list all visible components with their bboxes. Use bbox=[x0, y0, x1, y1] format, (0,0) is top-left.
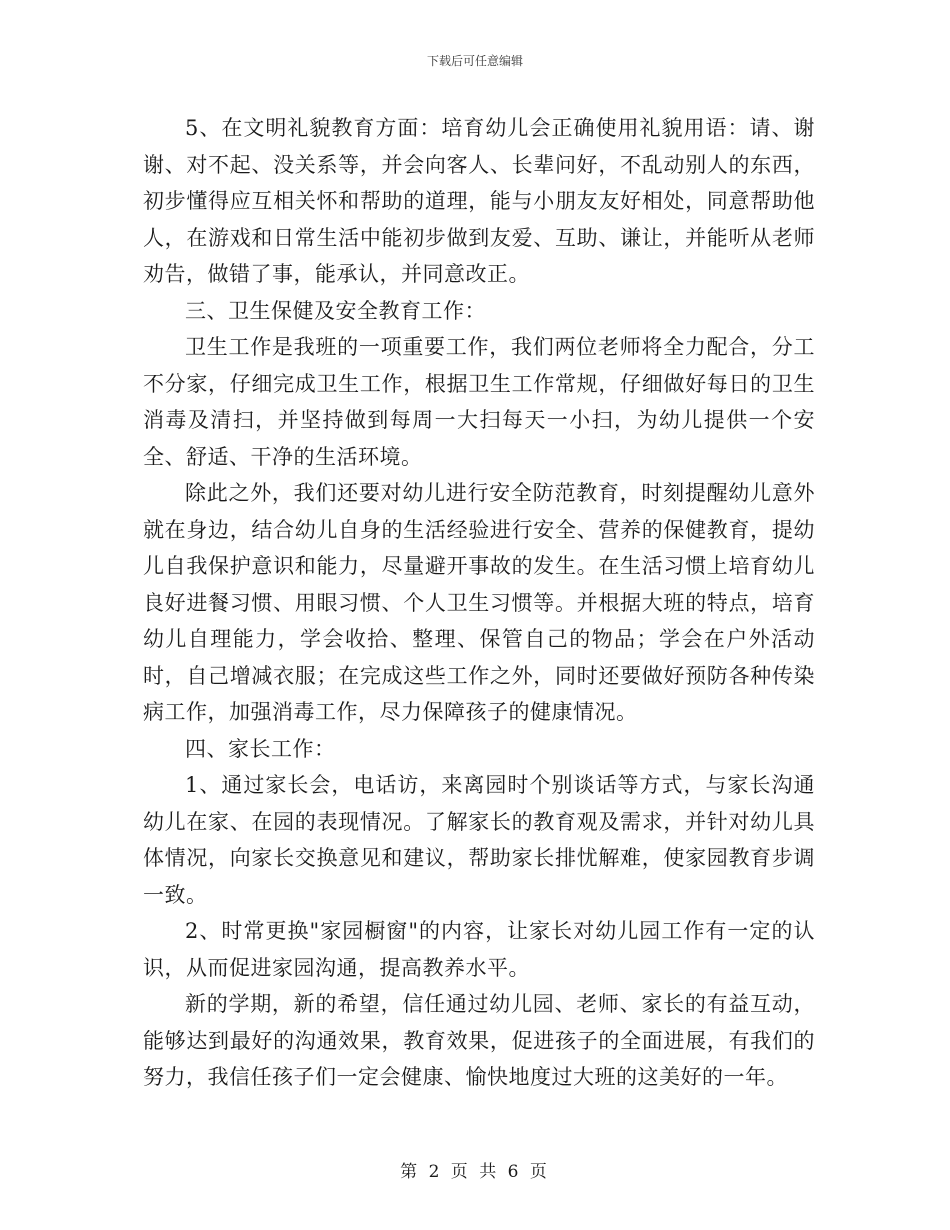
section-heading-hygiene-safety: 三、卫生保健及安全教育工作： bbox=[185, 298, 486, 323]
paragraph-parent-communication: 1、通过家长会，电话访，来离园时个别谈话等方式，与家长沟通幼儿在家、在园的表现情况。了解家长的教育观及需求，并针对幼儿具体情况，向家长交换意见和建议，帮助家长排忧解难，使家园教育步调一致。 bbox=[143, 773, 815, 907]
paragraph-safety-education: 除此之外，我们还要对幼儿进行安全防范教育，时刻提醒幼儿意外就在身边，结合幼儿自身的生活经验进行安全、营养的保健教育，提幼儿自我保护意识和能力，尽量避开事故的发生。在生活习惯上培育幼儿良好进餐习惯、用眼习惯、个人卫生习惯等。并根据大班的特点，培育幼儿自理能力，学会收拾、整理、保管自己的物品；学会在户外活动时，自己增减衣服；在完成这些工作之外，同时还要做好预防各种传染病工作，加强消毒工作，尽力保障孩子的健康情况。 bbox=[143, 481, 815, 724]
section-heading-parent-work: 四、家长工作： bbox=[185, 736, 336, 761]
paragraph-hygiene-work: 卫生工作是我班的一项重要工作，我们两位老师将全力配合，分工不分家，仔细完成卫生工作，根据卫生工作常规，仔细做好每日的卫生消毒及清扫，并坚持做到每周一大扫每天一小扫，为幼儿提供一个安全、舒适、干净的生活环境。 bbox=[143, 335, 815, 469]
paragraph-conclusion: 新的学期，新的希望，信任通过幼儿园、老师、家长的有益互动，能够达到最好的沟通效果，教育效果，促进孩子的全面进展，有我们的努力，我信任孩子们一定会健康、愉快地度过大班的这美好的一年。 bbox=[143, 992, 815, 1089]
page-header: 下载后可任意编辑 bbox=[426, 54, 523, 68]
page-number: 第 2 页 共 6 页 bbox=[400, 1162, 550, 1182]
document-body bbox=[143, 110, 815, 1096]
paragraph-courtesy-education: 5、在文明礼貌教育方面：培育幼儿会正确使用礼貌用语：请、谢谢、对不起、没关系等，并会向客人、长辈问好，不乱动别人的东西，初步懂得应互相关怀和帮助的道理，能与小朋友友好相处，同意帮助他人，在游戏和日常生活中能初步做到友爱、互助、谦让，并能听从老师劝告，做错了事，能承认，并同意改正。 bbox=[143, 116, 815, 286]
paragraph-home-window: 2、时常更换"家园橱窗"的内容，让家长对幼儿园工作有一定的认识，从而促进家园沟通，提高教养水平。 bbox=[143, 919, 815, 980]
